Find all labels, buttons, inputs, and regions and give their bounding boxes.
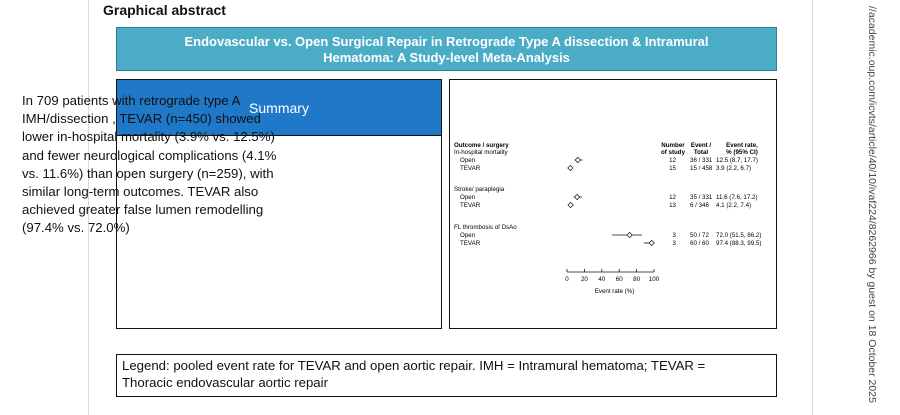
side-note	[866, 6, 880, 410]
legend-box	[116, 354, 777, 397]
summary-line: and fewer neurological complications (4.1%	[22, 147, 277, 163]
header-rate: % (95% CI)	[726, 149, 758, 156]
row-rate: 11.6 (7.6, 17.2)	[716, 194, 758, 201]
row-label: Open	[460, 232, 476, 239]
summary-line: similar long-term outcomes. TEVAR also	[22, 184, 259, 200]
summary-line: IMH/dissection , TEVAR (n=450) showed	[22, 111, 261, 127]
x-tick-label: 20	[580, 276, 588, 283]
x-tick-label: 60	[615, 276, 623, 283]
x-tick-label: 80	[633, 276, 641, 283]
row-events: 6 / 346	[690, 202, 709, 209]
row-label: Open	[460, 194, 476, 201]
legend-line: Thoracic endovascular aortic repair	[122, 375, 328, 390]
header-number: Number	[661, 142, 685, 149]
row-events: 15 / 458	[690, 165, 713, 172]
summary-text	[22, 92, 312, 238]
row-studies: 12	[669, 194, 676, 201]
group-name: In-hospital mortality	[454, 149, 508, 156]
summary-header: Summary	[117, 80, 441, 136]
x-tick-label: 100	[648, 276, 660, 283]
header-outcome: Outcome / surgery	[454, 142, 509, 149]
row-events: 35 / 331	[690, 194, 713, 201]
row-rate: 4.1 (2.2, 7.4)	[716, 202, 752, 209]
estimate-diamond	[575, 157, 580, 162]
row-label: TEVAR	[460, 240, 481, 247]
summary-line: In 709 patients with retrograde type A	[22, 93, 241, 108]
header-number: of study	[660, 149, 686, 156]
legend-line: Legend: pooled event rate for TEVAR and open aortic repair. IMH = Intramural hematoma; TEVAR =	[122, 358, 706, 373]
row-label: TEVAR	[460, 202, 481, 209]
side-note-text: //academic.oup.com/icvts/article/40/10/ivaf224/8262966 by guest on 18 October 2025	[866, 6, 878, 403]
page-right-edge	[812, 0, 813, 415]
row-rate: 72.0 (51.5, 86.2)	[716, 232, 762, 239]
estimate-diamond	[568, 202, 573, 207]
graphical-abstract-heading: Graphical abstract	[103, 2, 226, 18]
row-label: TEVAR	[460, 165, 481, 172]
title-banner	[116, 27, 777, 71]
estimate-diamond	[627, 232, 632, 237]
x-axis-label: Event rate (%)	[594, 288, 635, 295]
row-studies: 12	[669, 157, 676, 164]
estimate-diamond	[649, 240, 654, 245]
row-rate: 3.9 (2.2, 6.7)	[716, 165, 752, 172]
estimate-diamond	[568, 165, 573, 170]
summary-line: lower in-hospital mortality (3.9% vs. 12.5%)	[22, 129, 275, 145]
row-label: Open	[460, 157, 476, 164]
row-events: 50 / 72	[690, 232, 709, 239]
row-events: 36 / 331	[690, 157, 713, 164]
row-studies: 15	[669, 165, 676, 172]
x-tick-label: 40	[598, 276, 606, 283]
row-studies: 3	[672, 240, 676, 247]
title-line: Endovascular vs. Open Surgical Repair in Retrograde Type A dissection & Intramural	[184, 34, 709, 49]
summary-line: achieved greater false lumen remodelling	[22, 202, 264, 218]
header-rate: Event rate,	[726, 142, 758, 149]
group-name: Stroke/ paraplegia	[454, 186, 505, 193]
summary-line: vs. 11.6%) than open surgery (n=259), with	[22, 165, 274, 181]
row-studies: 3	[672, 232, 676, 239]
row-rate: 12.5 (8.7, 17.7)	[716, 157, 758, 164]
forest-plot	[450, 80, 776, 328]
header-events: Total	[693, 149, 709, 156]
header-events: Event /	[690, 142, 712, 149]
summary-line: (97.4% vs. 72.0%)	[22, 220, 130, 236]
row-studies: 13	[669, 202, 676, 209]
row-events: 60 / 60	[690, 240, 709, 247]
estimate-diamond	[574, 194, 579, 199]
group-name: FL thrombosis of DsAo	[454, 224, 517, 231]
row-rate: 97.4 (88.3, 99.5)	[716, 240, 762, 247]
forest-plot-panel	[449, 79, 777, 329]
x-tick-label: 0	[565, 276, 569, 283]
title-line: Hematoma: A Study-level Meta-Analysis	[323, 50, 570, 65]
